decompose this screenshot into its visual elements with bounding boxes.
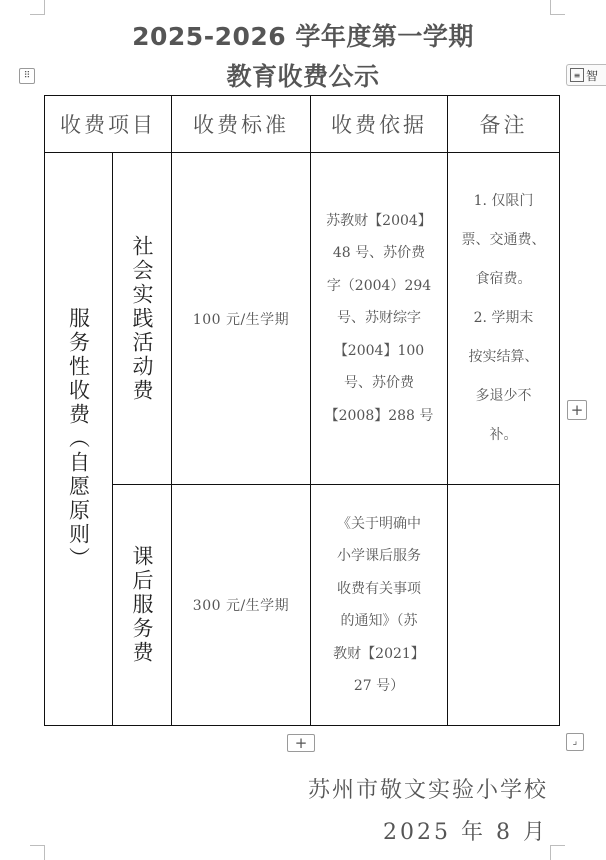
note-line: 按实结算、 <box>468 349 539 365</box>
add-column-icon[interactable]: + <box>567 400 587 420</box>
item-cell <box>113 485 172 726</box>
standard-cell: 300 元/生学期 <box>172 485 311 726</box>
document-subtitle: 教育收费公示 <box>226 62 380 91</box>
basis-line: 【2008】288 号 <box>324 407 434 424</box>
basis-line: 苏教财【2004】 <box>326 212 432 229</box>
note-line: 食宿费。 <box>475 271 532 287</box>
standard-cell: 100 元/生学期 <box>172 153 311 485</box>
basis-line: 字（2004）294 <box>326 277 432 294</box>
table-resize-icon[interactable]: ⌟ <box>566 733 584 751</box>
note-cell <box>448 485 560 726</box>
table-row <box>45 153 560 485</box>
basis-line: 号、苏财综字 <box>337 310 421 327</box>
basis-cell <box>311 153 448 485</box>
note-line: 2. 学期末 <box>473 310 534 326</box>
header-item: 收费项目 <box>45 96 172 153</box>
basis-line: 的通知》（苏 <box>340 613 418 629</box>
basis-line: 27 号） <box>353 678 405 694</box>
table-header-row <box>45 96 560 153</box>
basis-line: 48 号、苏价费 <box>332 245 426 262</box>
basis-line: 【2004】100 <box>333 342 425 359</box>
item-label: 课后服务费 <box>130 545 154 665</box>
group-label: 服务性收费（自愿原则） <box>66 307 91 571</box>
note-cell <box>448 153 560 485</box>
basis-cell <box>311 485 448 726</box>
side-tool-button[interactable] <box>566 64 606 86</box>
publish-date: 2025 年 8 月 <box>383 820 548 845</box>
table-row <box>45 485 560 726</box>
basis-line: 小学课后服务 <box>337 548 421 564</box>
side-tool-label: 智 <box>586 68 599 83</box>
basis-line: 《关于明确中 <box>337 515 421 532</box>
table-move-handle-icon[interactable]: ⠿ <box>19 68 35 84</box>
school-name: 苏州市敬文实验小学校 <box>307 778 548 803</box>
header-note: 备注 <box>448 96 560 153</box>
header-basis: 收费依据 <box>311 96 448 153</box>
note-line: 补。 <box>489 427 518 443</box>
document-title: 2025-2026 学年度第一学期 <box>132 22 474 51</box>
note-line: 1. 仅限门 <box>473 193 534 209</box>
add-row-icon[interactable]: + <box>287 734 315 752</box>
fee-table <box>44 95 560 726</box>
item-cell <box>113 153 172 485</box>
item-label: 社会实践活动费 <box>130 234 154 403</box>
group-cell <box>45 153 113 726</box>
note-line: 票、交通费、 <box>461 232 546 248</box>
basis-line: 教财【2021】 <box>333 645 425 662</box>
smart-tool-icon: ≡ <box>570 68 584 82</box>
crop-mark-top-right <box>550 0 565 15</box>
header-standard: 收费标准 <box>172 96 311 153</box>
basis-line: 收费有关事项 <box>337 580 421 597</box>
basis-line: 号、苏价费 <box>344 375 414 392</box>
crop-mark-top-left <box>30 0 45 15</box>
note-line: 多退少不 <box>475 388 532 404</box>
